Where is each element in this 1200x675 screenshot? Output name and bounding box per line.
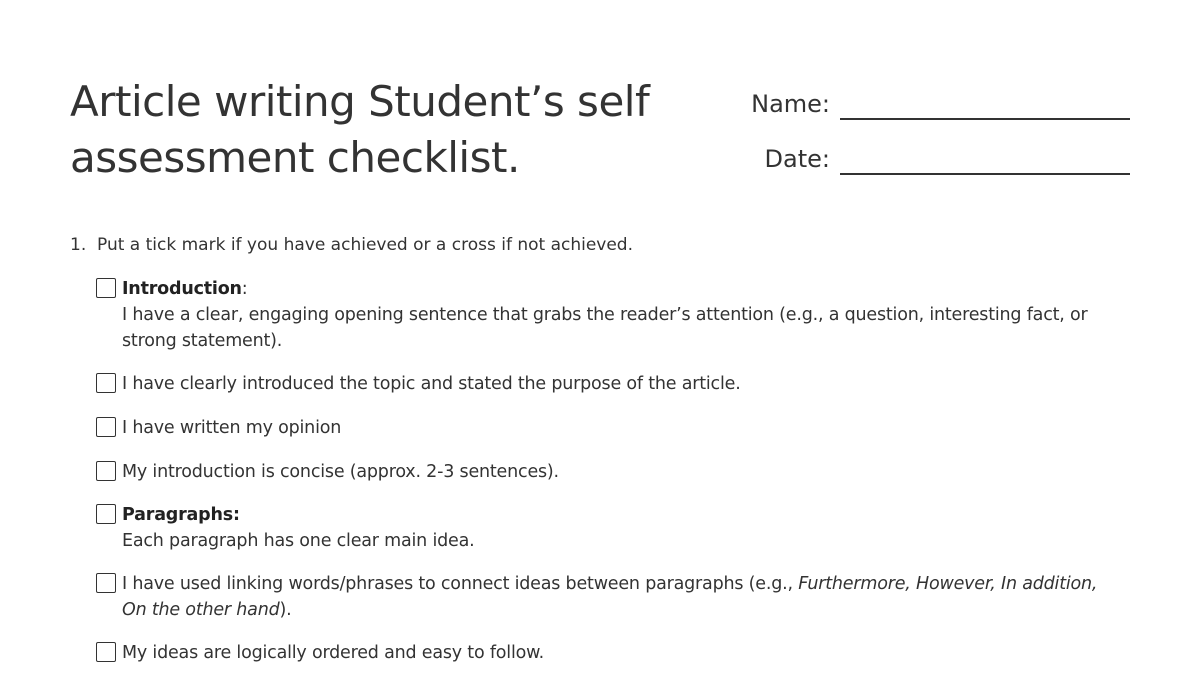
introduction-heading: Introduction — [122, 279, 242, 299]
name-field-row — [730, 76, 1130, 120]
introduction-heading-suffix: : — [241, 279, 248, 299]
introduction-text: I have a clear, engaging opening sentence that grabs the reader’s attention (e.g., a question, interesting fact, or strong statement). — [122, 305, 1088, 351]
linking-text-end: ). — [279, 600, 292, 620]
concise-text: My introduction is concise (approx. 2-3 sentences). — [122, 462, 559, 482]
opinion-text: I have written my opinion — [122, 418, 342, 438]
checkbox-topic-purpose[interactable] — [96, 373, 116, 393]
paragraphs-text: Each paragraph has one clear main idea. — [122, 531, 475, 551]
checklist-item-concise — [96, 459, 1126, 485]
topic-purpose-text: I have clearly introduced the topic and stated the purpose of the article. — [122, 374, 741, 394]
checklist — [96, 276, 1126, 666]
date-field[interactable] — [840, 139, 1130, 175]
checklist-item-linking — [96, 571, 1126, 623]
checklist-item-opinion — [96, 415, 1126, 441]
checklist-item-text — [122, 502, 474, 554]
instruction-text: Put a tick mark if you have achieved or a cross if not achieved. — [97, 235, 634, 255]
checklist-item-introduction — [96, 276, 1126, 354]
checklist-item-text — [122, 571, 1126, 623]
checklist-item-text — [122, 276, 1126, 354]
name-field[interactable] — [840, 84, 1130, 120]
student-info-fields — [730, 76, 1130, 186]
checkbox-paragraphs[interactable] — [96, 504, 116, 524]
date-field-row — [730, 131, 1130, 175]
instruction-number: 1. — [70, 235, 87, 255]
checkbox-opinion[interactable] — [96, 417, 116, 437]
checkbox-introduction[interactable] — [96, 278, 116, 298]
linking-text: I have used linking words/phrases to connect ideas between paragraphs (e.g., — [122, 574, 799, 594]
page-title: Article writing Student’s self assessment checklist. — [70, 77, 650, 182]
ordered-text: My ideas are logically ordered and easy to follow. — [122, 643, 544, 663]
name-label: Name: — [751, 90, 830, 118]
checklist-item-paragraphs — [96, 502, 1126, 554]
date-label: Date: — [764, 145, 830, 173]
instruction — [70, 233, 1150, 257]
checkbox-ordered[interactable] — [96, 642, 116, 662]
linking-examples: Furthermore, However, In addition, On the other hand — [122, 574, 1098, 620]
checklist-item-ordered — [96, 640, 1126, 666]
checkbox-concise[interactable] — [96, 461, 116, 481]
paragraphs-heading: Paragraphs: — [122, 505, 240, 525]
checkbox-linking[interactable] — [96, 573, 116, 593]
checklist-item-topic-purpose — [96, 371, 1126, 397]
